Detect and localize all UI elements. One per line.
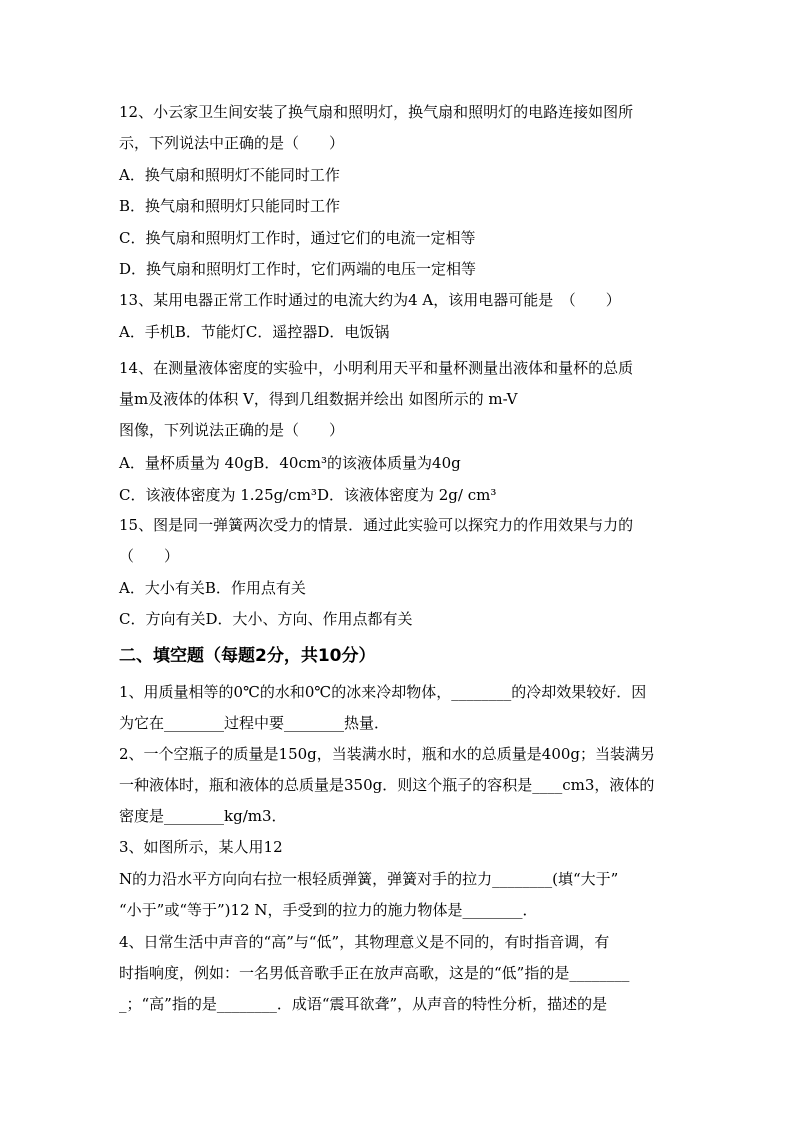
fill4-line2: 时指响度，例如：一名男低音歌手正在放声高歌，这是的“低”指的是________ [119,964,630,982]
fill4-line1: 4、日常生活中声音的“高”与“低”，其物理意义是不同的，有时指音调，有 [119,933,610,951]
fill2-line1: 2、一个空瓶子的质量是150g，当装满水时，瓶和水的总质量是400g；当装满另 [119,745,656,763]
q14-options-cd: C．该液体密度为 1.25g/cm³D．该液体密度为 2g/ cm³ [119,486,497,504]
q15-options-cd: C．方向有关D．大小、方向、作用点都有关 [119,610,413,628]
q12-option-c: C．换气扇和照明灯工作时，通过它们的电流一定相等 [119,229,476,247]
q15-stem-line2: （ ） [119,547,180,565]
fill1-line2: 为它在________过程中要________热量． [119,714,390,732]
fill4-line3: _；“高”指的是________．成语“震耳欲聋”，从声音的特性分析，描述的是 [119,995,608,1013]
q14-options-ab: A．量杯质量为 40gB．40cm³的该液体质量为40g [119,454,461,472]
q13-stem: 13、某用电器正常工作时通过的电流大约为4 A，该用电器可能是 （ ） [119,291,621,309]
q14-stem-line2: 量m及液体的体积 V，得到几组数据并绘出 如图所示的 m-V [119,390,518,408]
q12-option-d: D．换气扇和照明灯工作时，它们两端的电压一定相等 [119,260,477,278]
q12-option-a: A．换气扇和照明灯不能同时工作 [119,166,340,184]
fill1-line1: 1、用质量相等的0℃的水和0℃的冰来冷却物体，________的冷却效果较好．因 [119,683,647,701]
q15-stem-line1: 15、图是同一弹簧两次受力的情景．通过此实验可以探究力的作用效果与力的 [119,516,634,534]
fill2-line3: 密度是________kg/m3． [119,807,287,825]
q15-options-ab: A．大小有关B．作用点有关 [119,579,306,597]
q12-option-b: B．换气扇和照明灯只能同时工作 [119,197,341,215]
fill3-line2: N的力沿水平方向向右拉一根轻质弹簧，弹簧对手的拉力________(填“大于” [119,870,619,888]
q12-stem-line2: 示，下列说法中正确的是（ ） [119,134,345,152]
fill3-line3: “小于”或“等于”)12 N，手受到的拉力的施力物体是________． [119,901,538,919]
fill2-line2: 一种液体时，瓶和液体的总质量是350g．则这个瓶子的容积是____cm3，液体的 [119,776,655,794]
q14-stem-line1: 14、在测量液体密度的实验中，小明利用天平和量杯测量出液体和量杯的总质 [119,359,634,377]
q14-stem-line3: 图像，下列说法正确的是（ ） [119,421,345,439]
q12-stem-line1: 12、小云家卫生间安装了换气扇和照明灯，换气扇和照明灯的电路连接如图所 [119,103,634,121]
fill3-line1: 3、如图所示，某人用12 [119,838,283,856]
section-heading-fill-in: 二、填空题（每题2分，共10分） [119,646,376,666]
q13-options: A．手机B．节能灯C．遥控器D．电饭锅 [119,323,390,341]
